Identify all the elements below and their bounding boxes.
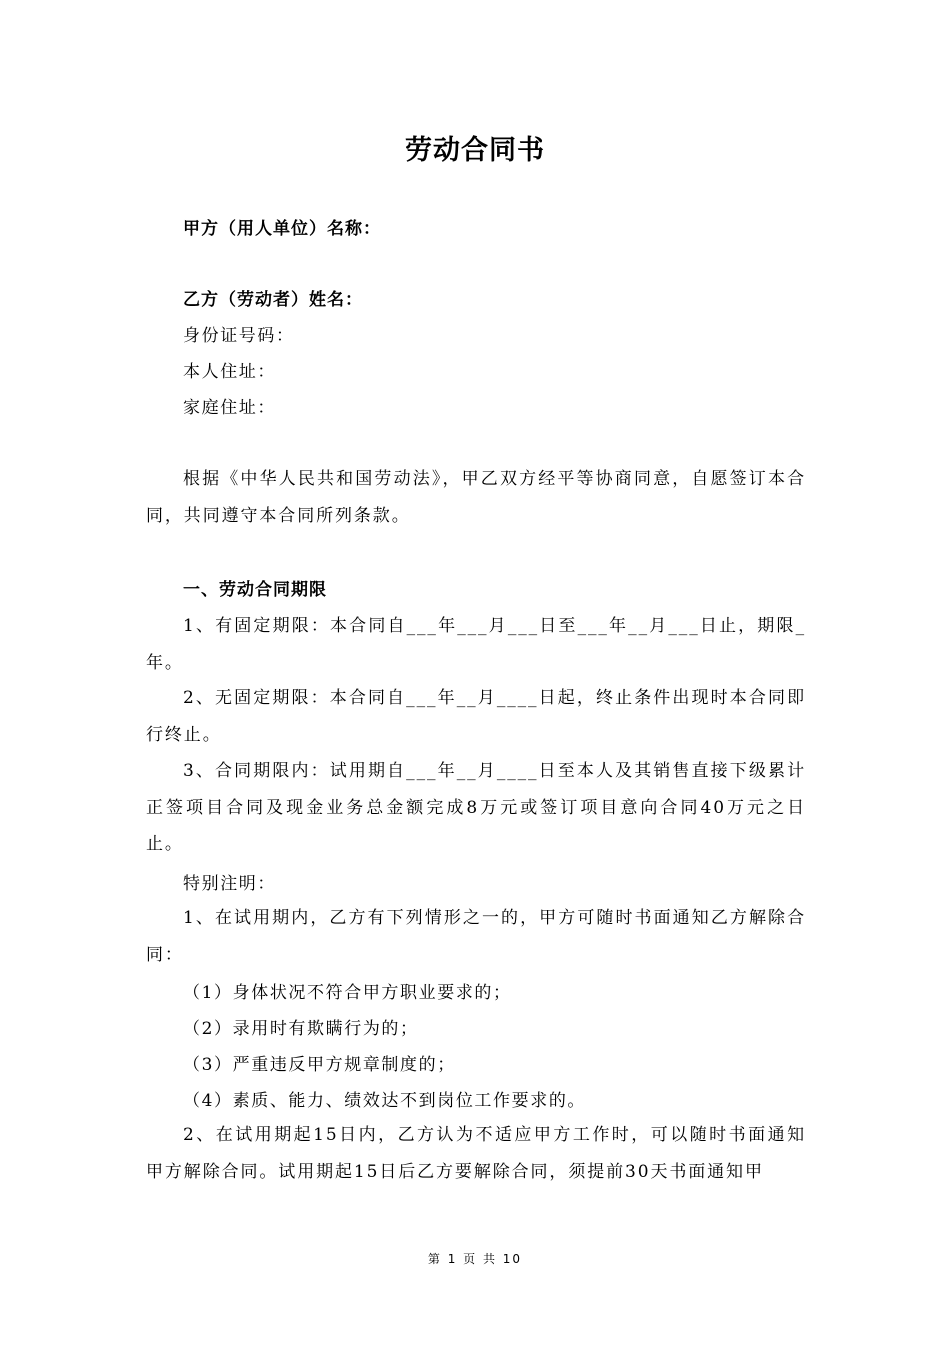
id-number-label: 身份证号码： xyxy=(183,326,295,346)
section1-heading: 一、劳动合同期限 xyxy=(183,580,327,600)
party-a-label: 甲方（用人单位）名称： xyxy=(183,219,381,239)
note-1: 1、在试用期内，乙方有下列情形之一的，甲方可随时书面通知乙方解除合同： xyxy=(146,908,806,965)
party-b-label: 乙方（劳动者）姓名： xyxy=(183,290,363,310)
address-label: 本人住址： xyxy=(183,362,276,382)
note1-item: （1）身体状况不符合甲方职业要求的； xyxy=(183,983,512,1003)
note1-item: （2）录用时有欺瞒行为的； xyxy=(183,1019,419,1039)
page-number: 第 1 页 共 10 xyxy=(427,1252,523,1266)
special-note-label: 特别注明： xyxy=(183,874,276,894)
preamble-paragraph: 根据《中华人民共和国劳动法》，甲乙双方经平等协商同意，自愿签订本合同，共同遵守本合同所列条款。 xyxy=(146,469,806,526)
note1-item: （4）素质、能力、绩效达不到岗位工作要求的。 xyxy=(183,1091,587,1111)
note-2: 2、在试用期起15日内，乙方认为不适应甲方工作时，可以随时书面通知甲方解除合同。试用期起15日后乙方要解除合同，须提前30天书面通知甲 xyxy=(146,1125,806,1182)
clause-1: 1、有固定期限：本合同自___年___月___日至___年__月___日止，期限_年。 xyxy=(146,616,806,673)
clause-2: 2、无固定期限：本合同自___年__月____日起，终止条件出现时本合同即行终止。 xyxy=(146,688,806,745)
note1-item: （3）严重违反甲方规章制度的； xyxy=(183,1055,456,1075)
document-title: 劳动合同书 xyxy=(405,135,545,166)
home-address-label: 家庭住址： xyxy=(183,398,276,418)
clause-3: 3、合同期限内：试用期自___年__月____日至本人及其销售直接下级累计正签项目合同及现金业务总金额完成8万元或签订项目意向合同40万元之日止。 xyxy=(146,761,806,854)
